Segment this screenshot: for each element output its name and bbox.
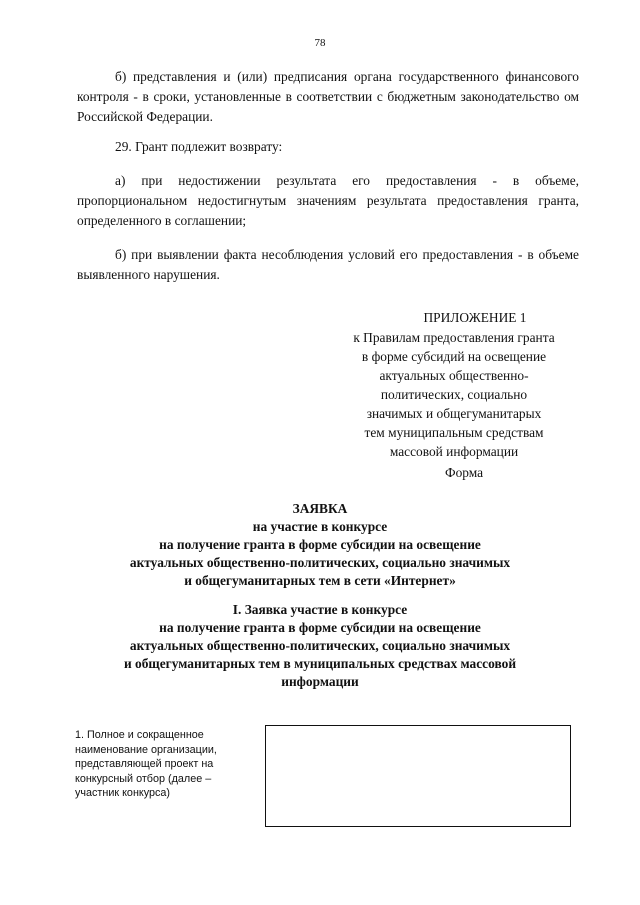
heading-line: ЗАЯВКА	[292, 501, 348, 516]
heading-line: на получение гранта в форме субсидии на освещение	[159, 537, 481, 552]
heading-line: на получение гранта в форме субсидии на освещение	[159, 620, 481, 635]
heading-line: и общегуманитарных тем в муниципальных средствах массовой	[123, 656, 517, 671]
body-paragraph	[77, 67, 579, 127]
organization-name-field[interactable]	[265, 725, 571, 827]
section-heading	[60, 601, 580, 691]
field-label-line: представляющей проект на	[75, 758, 214, 770]
paragraph-grant-return: 29. Грант подлежит возврату:	[115, 139, 283, 154]
appendix-line: актуальных общественно-	[379, 368, 529, 383]
heading-line: на участие в конкурсе	[252, 519, 388, 534]
heading-line: актуальных общественно-политических, социально значимых	[129, 638, 511, 653]
heading-line: актуальных общественно-политических, социально значимых	[129, 555, 511, 570]
heading-line: информации	[281, 674, 359, 689]
appendix-title: ПРИЛОЖЕНИЕ 1	[423, 310, 527, 325]
page-number: 78	[314, 37, 326, 49]
paragraph-b-reporting: б) представления и (или) предписания органа государственного финансового контроля - в сроки, установленные в соответствии с бюджетным законодательство ом Российской Федерации.	[77, 69, 579, 124]
appendix-line: политических, социально	[380, 387, 528, 402]
field-label-line: конкурсный отбор (далее –	[75, 772, 212, 785]
appendix-line: значимых и общегуманитарых	[366, 406, 542, 421]
field-label-line: 1. Полное и сокращенное	[75, 729, 204, 741]
field-label-line: участник конкурса)	[75, 787, 171, 799]
appendix-line: массовой информации	[389, 444, 519, 459]
appendix-line: тем муниципальным средствам	[364, 425, 544, 440]
paragraph-b-violation: б) при выявлении факта несоблюдения условий его предоставления - в объеме выявленного нарушения.	[77, 247, 579, 282]
paragraph-a-result: а) при недостижении результата его предоставления - в объеме, пропорциональном недостигнутым значениям результата предоставления гранта, определенного в соглашении;	[77, 173, 579, 228]
appendix-line: в форме субсидий на освещение	[361, 349, 547, 364]
field-label-line: наименование организации,	[75, 743, 217, 756]
heading-line: и общегуманитарных тем в сети «Интернет»	[184, 573, 456, 588]
appendix-line: к Правилам предоставления гранта	[353, 330, 555, 345]
body-paragraphs	[77, 137, 579, 285]
field-label-organization-name	[75, 728, 245, 801]
appendix-subtitle	[330, 328, 578, 461]
heading-line: I. Заявка участие в конкурсе	[232, 602, 408, 617]
application-heading	[60, 500, 580, 590]
form-label: Форма	[445, 465, 484, 480]
